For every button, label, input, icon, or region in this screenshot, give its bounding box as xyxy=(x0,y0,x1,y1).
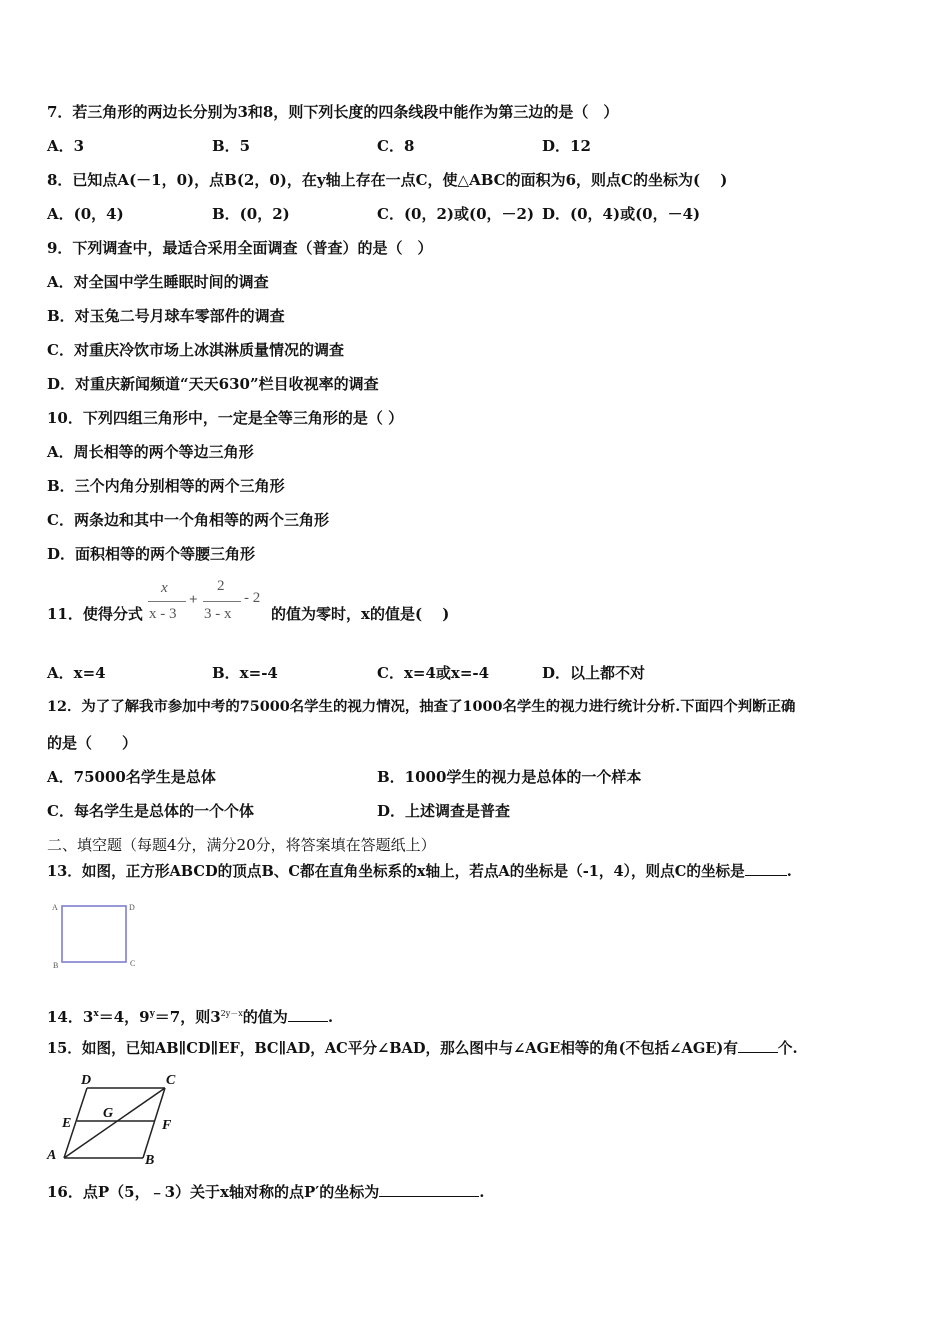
q7-option-c: C．8 xyxy=(377,137,415,155)
label-b: B xyxy=(53,961,59,970)
q8-option-a: A．(0，4) xyxy=(47,205,124,223)
q7-option-a: A．3 xyxy=(47,137,85,155)
q14-stem xyxy=(47,1004,333,1027)
q10-option-a: A．周长相等的两个等边三角形 xyxy=(47,443,254,461)
q9-option-b: B．对玉兔二号月球车零部件的调查 xyxy=(47,307,285,325)
q10-stem: 10．下列四组三角形中，一定是全等三角形的是（ ） xyxy=(47,409,404,427)
label-f: F xyxy=(162,1118,172,1133)
q14-mid2: ＝7，则3 xyxy=(154,1008,221,1026)
q11-frac2-denominator: 3 - x xyxy=(204,606,232,622)
q7-stem: 7．若三角形的两边长分别为3和8，则下列长度的四条线段中能作为第三边的是（ ） xyxy=(47,103,619,121)
label-g: G xyxy=(103,1106,114,1121)
q11-option-c: C．x=4或x=-4 xyxy=(377,664,490,682)
q16-end: . xyxy=(479,1183,485,1201)
label-a: A xyxy=(52,903,58,912)
label-e: E xyxy=(62,1116,72,1131)
square-abcd xyxy=(62,906,126,962)
q11-frac2-bar xyxy=(203,601,241,602)
q14-mid1: ＝4，9 xyxy=(98,1008,150,1026)
q15-stem xyxy=(47,1038,798,1059)
q13-square-figure xyxy=(50,896,142,974)
segment-ac xyxy=(64,1088,165,1158)
label-c: C xyxy=(130,959,136,968)
q12-stem-line2: 的是（ ） xyxy=(47,734,138,752)
q11-prefix: 11．使得分式 xyxy=(47,605,143,623)
q7-option-b: B．5 xyxy=(212,137,251,155)
q11-suffix: 的值为零时，x的值是( ) xyxy=(271,605,450,623)
q10-option-b: B．三个内角分别相等的两个三角形 xyxy=(47,477,285,495)
q14-exp-2y-x: 2y－x xyxy=(220,1009,243,1018)
q11-frac2-numerator: 2 xyxy=(217,578,225,594)
q9-option-c: C．对重庆冷饮市场上冰淇淋质量情况的调查 xyxy=(47,341,344,359)
q10-option-d: D．面积相等的两个等腰三角形 xyxy=(47,545,256,563)
q14-suffix: 的值为 xyxy=(242,1008,288,1026)
q13-stem-text: 13．如图，正方形ABCD的顶点B、C都在直角坐标系的x轴上，若点A的坐标是（-1，4），则点C的坐标是 xyxy=(47,863,745,880)
q11-option-b: B．x=-4 xyxy=(212,664,278,682)
label-d: D xyxy=(81,1073,92,1088)
q7-option-d: D．12 xyxy=(542,137,591,155)
label-b: B xyxy=(145,1153,155,1168)
q13-stem xyxy=(47,861,792,882)
q13-answer-blank xyxy=(745,861,787,876)
label-c: C xyxy=(166,1073,176,1088)
section-2-heading: 二、填空题（每题4分，满分20分，将答案填在答题纸上） xyxy=(47,836,436,854)
q11-option-d: D．以上都不对 xyxy=(542,664,646,682)
label-a: A xyxy=(47,1148,57,1163)
q15-end: 个. xyxy=(777,1040,798,1057)
q16-stem xyxy=(47,1182,484,1202)
q11-plus: + xyxy=(189,592,198,608)
q14-end: . xyxy=(327,1008,334,1026)
q14-exp-y: y xyxy=(149,1009,155,1019)
q14-exp-x: x xyxy=(93,1009,99,1019)
q15-stem-text: 15．如图，已知AB∥CD∥EF，BC∥AD，AC平分∠BAD，那么图中与∠AGE相等的角(不包括∠AGE)有 xyxy=(47,1040,738,1057)
q8-stem: 8．已知点A(－1，0)，点B(2，0)，在y轴上存在一点C，使△ABC的面积为6，则点C的坐标为( ) xyxy=(47,171,728,189)
q15-answer-blank xyxy=(738,1038,778,1053)
q8-option-c: C．(0，2)或(0，－2) xyxy=(377,205,535,223)
q11-frac1-denominator: x - 3 xyxy=(149,606,177,622)
q11-option-a: A．x=4 xyxy=(47,664,106,682)
q8-option-d: D．(0，4)或(0，－4) xyxy=(542,205,701,223)
q13-stem-end: . xyxy=(786,863,792,880)
q9-option-a: A．对全国中学生睡眠时间的调查 xyxy=(47,273,269,291)
q8-option-b: B．(0，2) xyxy=(212,205,290,223)
q10-option-c: C．两条边和其中一个角相等的两个三角形 xyxy=(47,511,329,529)
q11-frac1-numerator: x xyxy=(161,580,168,596)
q15-parallelogram-figure xyxy=(44,1068,190,1168)
q12-stem-line1: 12．为了了解我市参加中考的75000名学生的视力情况，抽查了1000名学生的视力进行统计分析.下面四个判断正确 xyxy=(47,698,796,715)
q16-answer-blank xyxy=(379,1182,479,1197)
q12-option-a: A．75000名学生是总体 xyxy=(47,768,216,786)
q12-option-c: C．每名学生是总体的一个个体 xyxy=(47,802,254,820)
q16-stem-text: 16．点P（5，﹣3）关于x轴对称的点P′的坐标为 xyxy=(47,1183,380,1201)
q14-answer-blank xyxy=(288,1007,328,1022)
q9-option-d: D．对重庆新闻频道“天天630”栏目收视率的调查 xyxy=(47,375,379,393)
label-d: D xyxy=(129,903,135,912)
q14-prefix: 14．3 xyxy=(47,1008,94,1026)
q12-option-d: D．上述调查是普查 xyxy=(377,802,511,820)
q12-option-b: B．1000学生的视力是总体的一个样本 xyxy=(377,768,642,786)
q11-frac1-bar xyxy=(148,601,186,602)
q9-stem: 9．下列调查中，最适合采用全面调查（普查）的是（ ） xyxy=(47,239,433,257)
q11-minus-two: - 2 xyxy=(244,590,261,606)
